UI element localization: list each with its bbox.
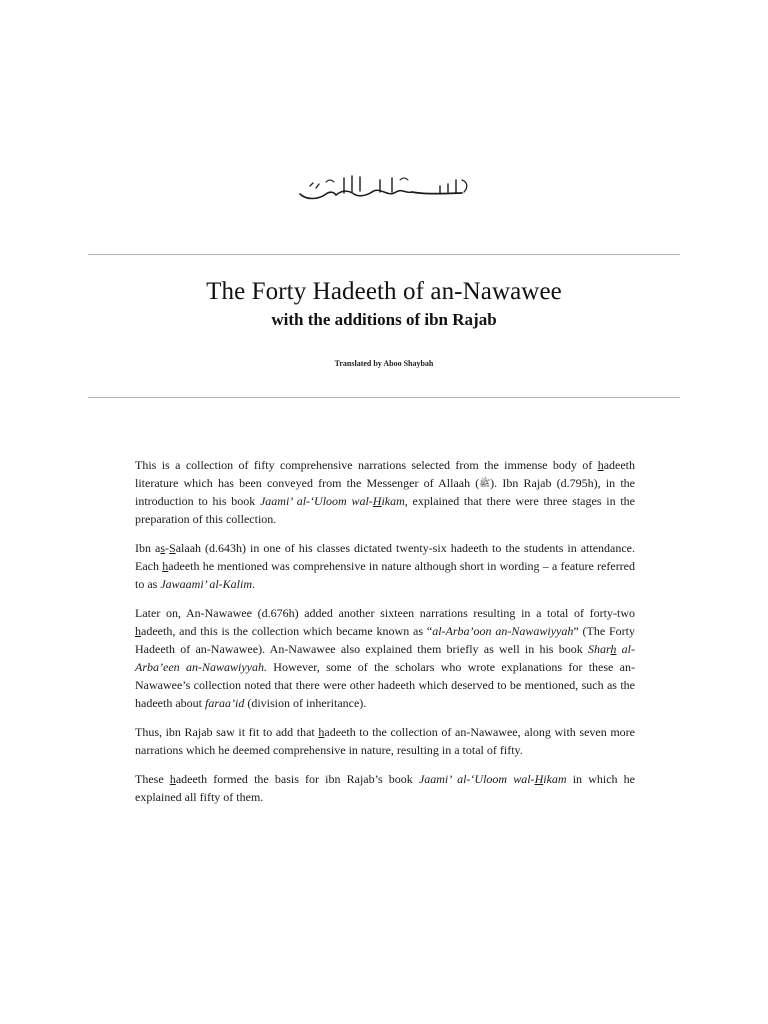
top-divider — [88, 254, 680, 255]
paragraph-4: Thus, ibn Rajab saw it fit to add that hadeeth to the collection of an-Nawawee, along with seven more narrations which he deemed comprehensive in nature, resulting in a total of fifty. — [135, 725, 635, 757]
document-title: The Forty Hadeeth of an-Nawawee — [206, 278, 562, 305]
translator-credit: Translated by Aboo Shaybah — [334, 359, 434, 368]
paragraph-1: This is a collection of fifty comprehensive narrations selected from the immense body of hadeeth literature which has been conveyed from the Messenger of Allaah (ﷺ). Ibn Rajab (d.795h), in the introduction to his book Jaami’ al-‘Uloom wal-Hikam, explained that there were three stages in the preparation of this collection. — [135, 458, 636, 526]
paragraph-2: Ibn as-Salaah (d.643h) in one of his classes dictated twenty-six hadeeth to the students in attendance. Each hadeeth he mentioned was comprehensive in nature although short in wording – a feature referred to as Jawaami’ al-Kalim. — [135, 541, 636, 591]
basmala-calligraphy — [296, 172, 472, 204]
introduction-body — [135, 456, 635, 817]
paragraph-5: These hadeeth formed the basis for ibn Rajab’s book Jaami’ al-‘Uloom wal-Hikam in which he explained all fifty of them. — [135, 772, 635, 804]
bottom-divider — [88, 397, 680, 398]
document-subtitle: with the additions of ibn Rajab — [271, 310, 497, 329]
salutation-symbol: ﷺ — [479, 478, 491, 488]
paragraph-3: Later on, An-Nawawee (d.676h) added another sixteen narrations resulting in a total of forty-two hadeeth, and this is the collection which became known as “al-Arba’oon an-Nawawiyyah” (The Forty Hadeeth of an-Nawawee). An-Nawawee also explained them briefly as well in his book Sharh al-Arba’een an-Nawawiyyah. However, some of the scholars who wrote explanations for these an-Nawawee’s collection noted that there were other hadeeth which deserved to be mentioned, such as the hadeeth about faraa’id (division of inheritance). — [135, 606, 635, 710]
